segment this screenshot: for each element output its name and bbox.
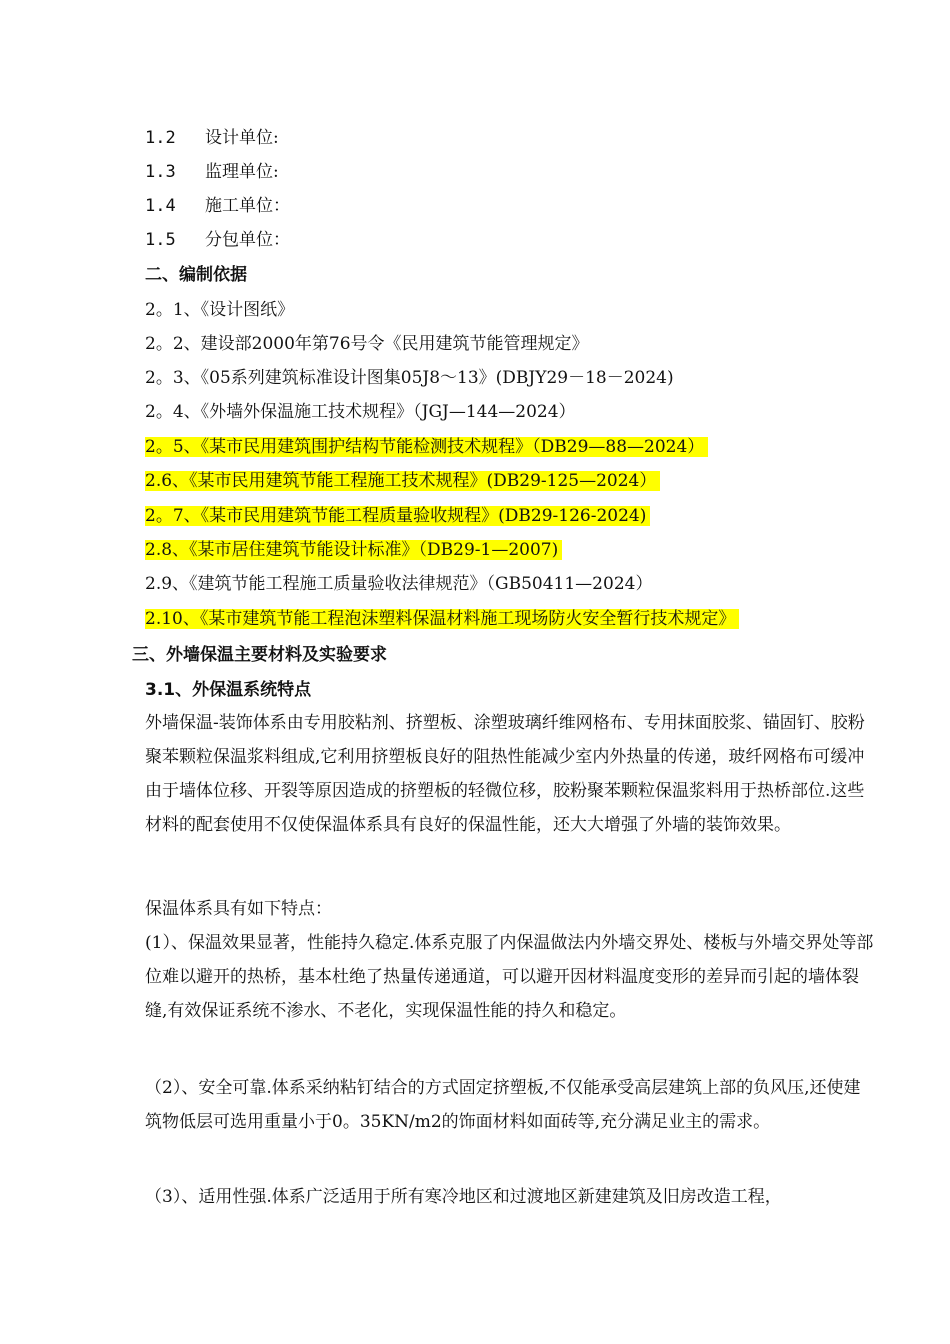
basis-item: 2。3、《05系列建筑标准设计图集05J8～13》(DBJY29－18－2024): [145, 368, 674, 388]
section-heading-basis: 二、编制依据: [145, 265, 247, 285]
unit-label: 监理单位:: [205, 162, 279, 182]
highlighted-text: 2.6、《某市民用建筑节能工程施工技术规程》(DB29-125—2024）: [145, 471, 660, 491]
unit-number: 1.3: [145, 162, 176, 182]
unit-label: 设计单位:: [205, 128, 279, 148]
body-paragraph: 保温体系具有如下特点：: [145, 899, 332, 919]
unit-label: 分包单位：: [205, 230, 290, 250]
subsection-heading: 3.1、外保温系统特点: [145, 680, 312, 700]
basis-item-highlighted: [145, 608, 739, 630]
basis-item-highlighted: [145, 539, 562, 561]
highlighted-text: 2。5、《某市民用建筑围护结构节能检测技术规程》（DB29—88—2024）: [145, 437, 708, 457]
basis-item-highlighted: [145, 505, 650, 527]
basis-item: 2。4、《外墙外保温施工技术规程》（JGJ—144—2024）: [145, 402, 576, 422]
basis-item: 2.9、《建筑节能工程施工质量验收法律规范》（GB50411—2024）: [145, 574, 653, 594]
highlighted-text: 2.8、《某市居住建筑节能设计标准》（DB29-1—2007): [145, 540, 562, 560]
section-heading-materials: 三、外墙保温主要材料及实验要求: [132, 645, 387, 665]
basis-item-highlighted: [145, 470, 660, 492]
body-paragraph: 外墙保温-装饰体系由专用胶粘剂、挤塑板、涂塑玻璃纤维网格布、专用抹面胶浆、锚固钉、胶粉聚苯颗粒保温浆料组成,它利用挤塑板良好的阻热性能减少室内外热量的传递，玻纤网格布可缓冲由于墙体位移、开裂等原因造成的挤塑板的轻微位移，胶粉聚苯颗粒保温浆料用于热桥部位.这些材料的配套使用不仅使保温体系具有良好的保温性能，还大大增强了外墙的装饰效果。: [145, 713, 865, 835]
unit-number: 1.4: [145, 196, 176, 216]
unit-line-subcontract: [145, 229, 290, 251]
highlighted-text: 2。7、《某市民用建筑节能工程质量验收规程》(DB29-126-2024): [145, 506, 650, 526]
unit-number: 1.5: [145, 230, 176, 250]
feature-point: （3）、适用性强.体系广泛适用于所有寒冷地区和过渡地区新建建筑及旧房改造工程，: [145, 1187, 782, 1207]
feature-point: (1）、保温效果显著，性能持久稳定.体系克服了内保温做法内外墙交界处、楼板与外墙交界处等部位难以避开的热桥，基本杜绝了热量传递通道，可以避开因材料温度变形的差异而引起的墙体裂缝,有效保证系统不渗水、不老化，实现保温性能的持久和稳定。: [145, 933, 874, 1021]
unit-number: 1.2: [145, 128, 176, 148]
unit-line-design: [145, 127, 279, 149]
highlighted-text: 2.10、《某市建筑节能工程泡沫塑料保温材料施工现场防火安全暂行技术规定》: [145, 609, 739, 629]
unit-label: 施工单位：: [205, 196, 290, 216]
basis-item-highlighted: [145, 436, 708, 458]
basis-item: 2。2、建设部2000年第76号令《民用建筑节能管理规定》: [145, 334, 589, 354]
unit-line-construction: [145, 195, 290, 217]
feature-point: （2）、安全可靠.体系采纳粘钉结合的方式固定挤塑板,不仅能承受高层建筑上部的负风压,还使建筑物低层可选用重量小于0。35KN/m2的饰面材料如面砖等,充分满足业主的需求。: [145, 1078, 861, 1132]
unit-line-supervision: [145, 161, 279, 183]
basis-item: 2。1、《设计图纸》: [145, 300, 295, 320]
